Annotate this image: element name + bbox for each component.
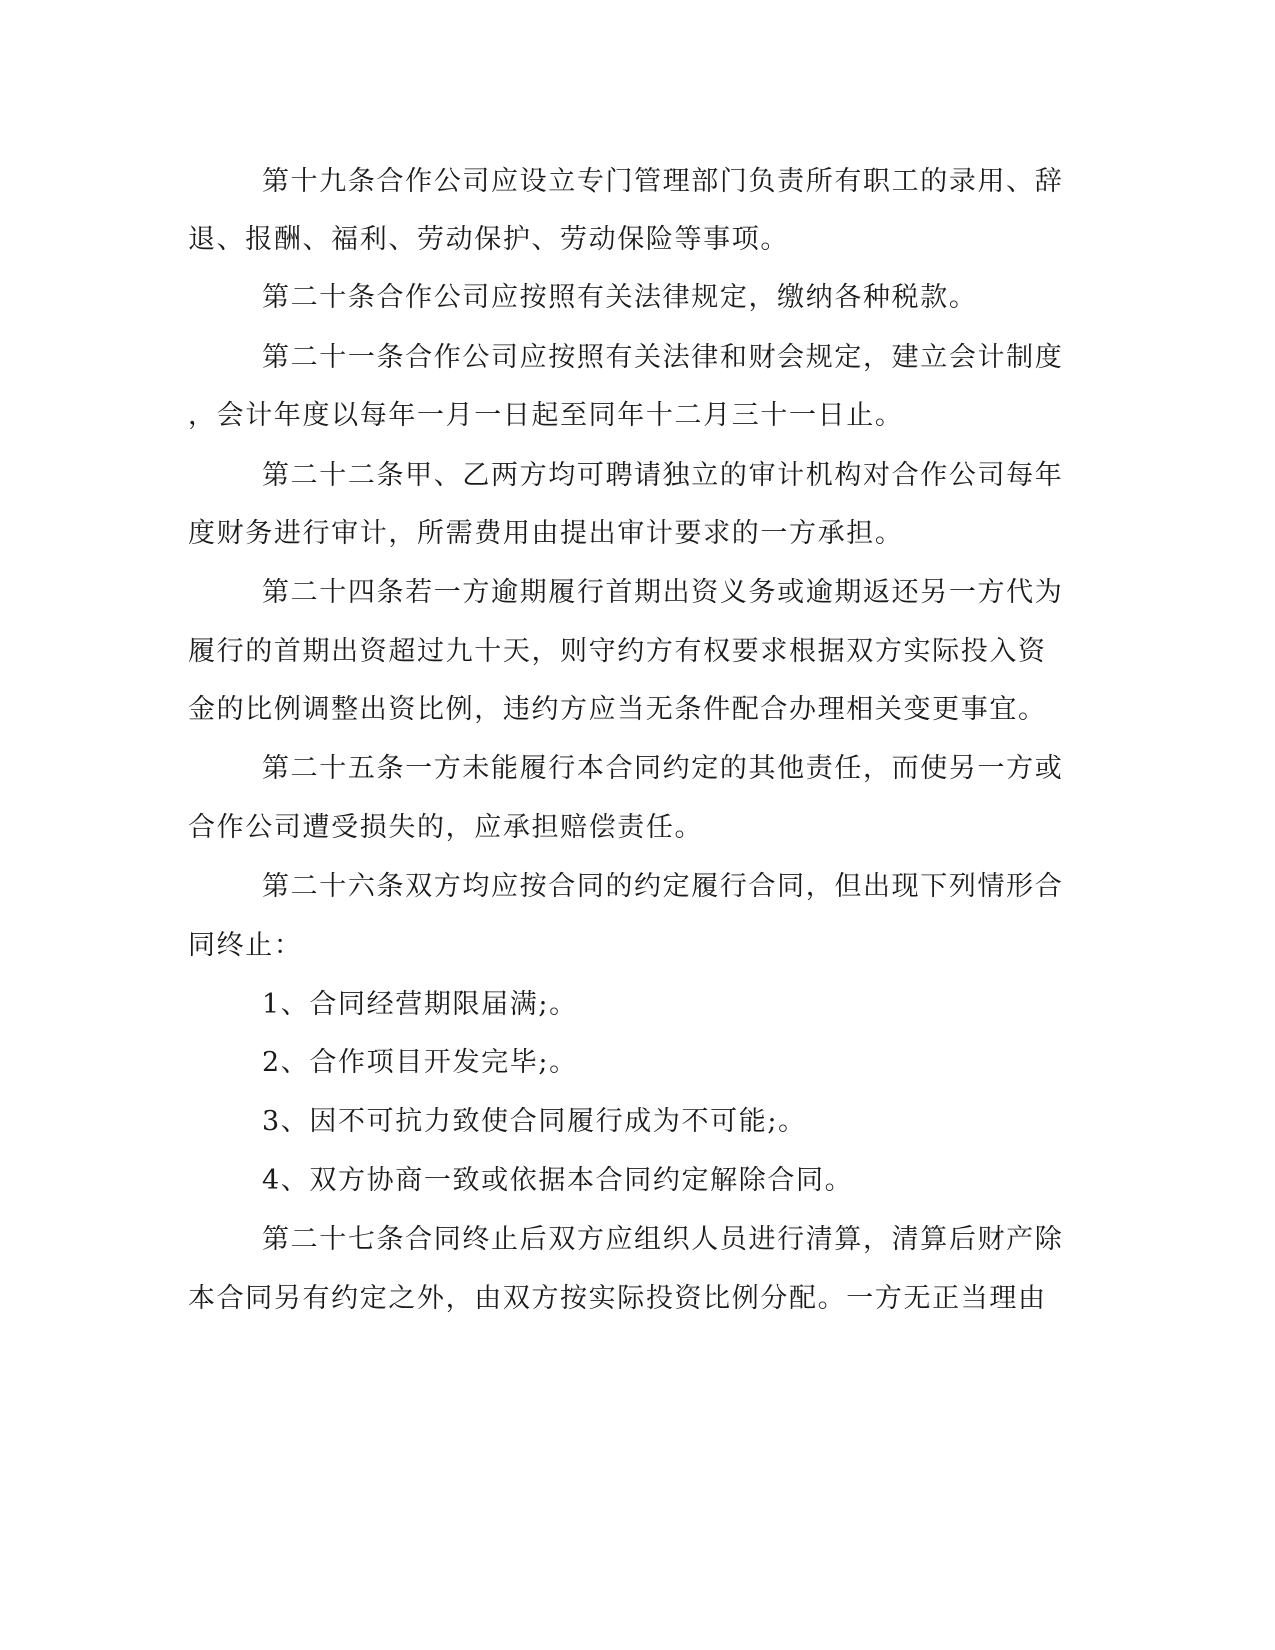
- list-item: 1、合同经营期限届满;。: [262, 989, 578, 1020]
- paragraph-line: 同终止：: [188, 930, 303, 961]
- paragraph-line: 金的比例调整出资比例，违约方应当无条件配合办理相关变更事宜。: [188, 694, 1047, 725]
- paragraph-line: 第二十六条双方均应按合同的约定履行合同，但出现下列情形合: [262, 871, 1064, 902]
- paragraph-line: 第二十一条合作公司应按照有关法律和财会规定，建立会计制度: [262, 342, 1064, 373]
- paragraph-line: 第二十七条合同终止后双方应组织人员进行清算，清算后财产除: [262, 1224, 1064, 1255]
- paragraph-line: ，会计年度以每年一月一日起至同年十二月三十一日止。: [188, 400, 904, 431]
- list-item: 4、双方协商一致或依据本合同约定解除合同。: [262, 1165, 854, 1196]
- paragraph-line: 退、报酬、福利、劳动保护、劳动保险等事项。: [188, 224, 790, 255]
- paragraph-line: 履行的首期出资超过九十天，则守约方有权要求根据双方实际投入资: [188, 636, 1047, 667]
- paragraph-line: 合作公司遭受损失的，应承担赔偿责任。: [188, 812, 704, 843]
- paragraph-line: 第二十五条一方未能履行本合同约定的其他责任，而使另一方或: [262, 753, 1064, 784]
- paragraph-line: 第二十二条甲、乙两方均可聘请独立的审计机构对合作公司每年: [262, 460, 1064, 491]
- paragraph-line: 度财务进行审计，所需费用由提出审计要求的一方承担。: [188, 518, 904, 549]
- list-item: 2、合作项目开发完毕;。: [262, 1047, 578, 1078]
- paragraph-line: 本合同另有约定之外，由双方按实际投资比例分配。一方无正当理由: [188, 1283, 1047, 1314]
- paragraph-line: 第二十四条若一方逾期履行首期出资义务或逾期返还另一方代为: [262, 577, 1064, 608]
- paragraph-line: 第十九条合作公司应设立专门管理部门负责所有职工的录用、辞: [262, 166, 1064, 197]
- paragraph-line: 第二十条合作公司应按照有关法律规定，缴纳各种税款。: [262, 282, 978, 313]
- list-item: 3、因不可抗力致使合同履行成为不可能;。: [262, 1106, 807, 1137]
